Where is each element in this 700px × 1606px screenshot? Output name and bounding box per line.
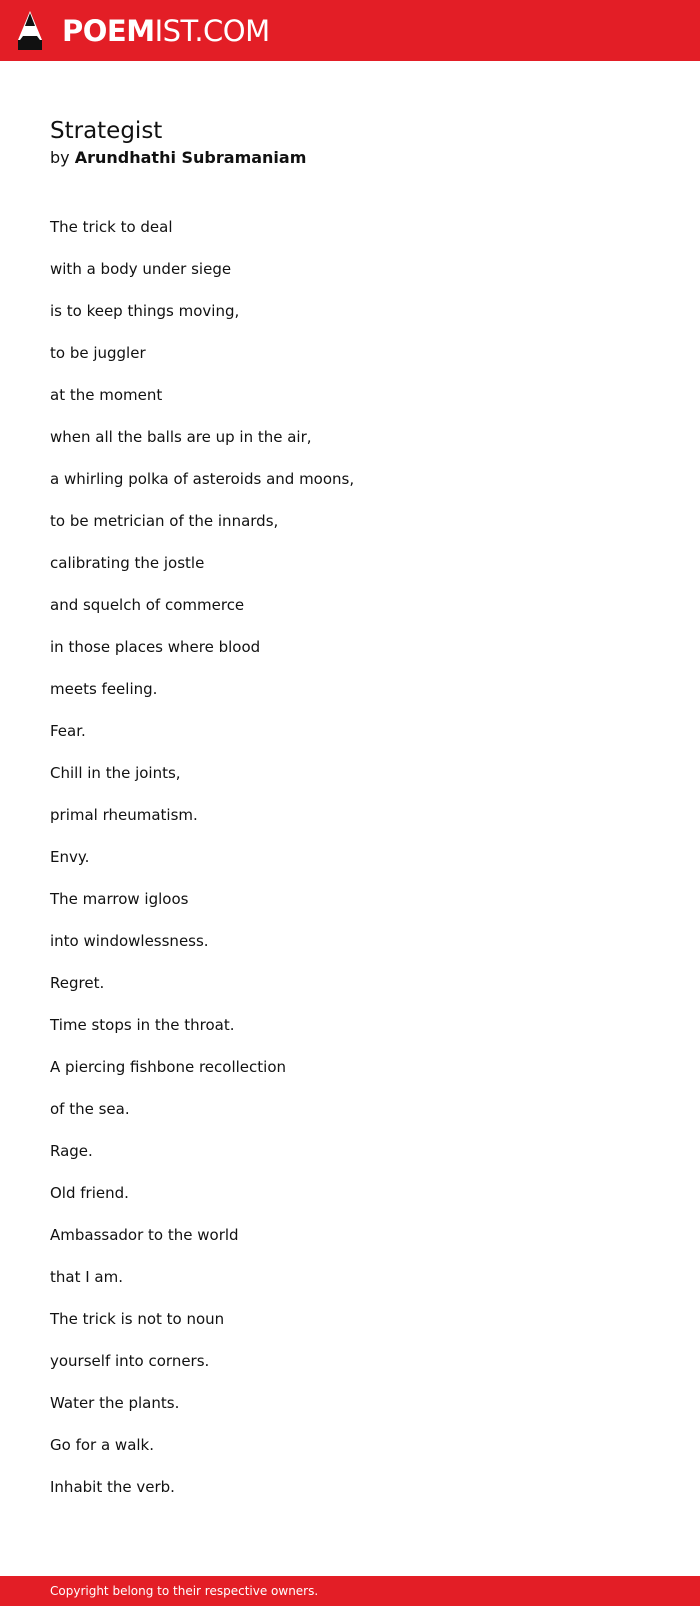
poem-line: yourself into corners. [50, 1352, 210, 1370]
poem-line: A piercing fishbone recollection [50, 1058, 287, 1076]
poem-line: Go for a walk. [50, 1436, 155, 1454]
poem-line: of the sea. [50, 1100, 130, 1118]
poem-line: Water the plants. [50, 1394, 180, 1412]
poem-title: Strategist [50, 118, 163, 144]
poem-line: with a body under siege [50, 260, 232, 278]
poem-line: primal rheumatism. [50, 806, 198, 824]
poem-line: when all the balls are up in the air, [50, 428, 312, 446]
site-header [0, 0, 700, 61]
poem-line: Inhabit the verb. [50, 1478, 175, 1496]
poem-line: into windowlessness. [50, 932, 209, 950]
poem-line: Regret. [50, 974, 105, 992]
poem-line: Chill in the joints, [50, 764, 181, 782]
logo-text-light: IST.COM [154, 14, 270, 48]
site-logo-link[interactable] [17, 9, 270, 53]
byline-prefix: by [50, 148, 70, 167]
poem-line: in those places where blood [50, 638, 261, 656]
poem-line: calibrating the jostle [50, 554, 205, 572]
copyright-notice: Copyright belong to their respective owners. [50, 1584, 319, 1598]
poem-line: Time stops in the throat. [50, 1016, 235, 1034]
poem-line: meets feeling. [50, 680, 158, 698]
poem-line: Ambassador to the world [50, 1226, 239, 1244]
site-footer [0, 1576, 700, 1606]
poem-line: a whirling polka of asteroids and moons, [50, 470, 355, 488]
poem-line: The marrow igloos [50, 890, 189, 908]
poem-line: The trick to deal [50, 218, 173, 236]
poem-line: is to keep things moving, [50, 302, 240, 320]
poem-line: that I am. [50, 1268, 123, 1286]
pencil-tip-icon [17, 10, 43, 52]
poem-line: and squelch of commerce [50, 596, 245, 614]
poem-line: Old friend. [50, 1184, 129, 1202]
poem-line: to be metrician of the innards, [50, 512, 279, 530]
poem-byline [50, 147, 306, 169]
poem-line: The trick is not to noun [50, 1310, 225, 1328]
poem-line: at the moment [50, 386, 163, 404]
poem-line: Fear. [50, 722, 86, 740]
poem-body [50, 217, 354, 1519]
logo-wordmark [62, 9, 270, 53]
logo-text-bold: POEM [62, 14, 155, 48]
poem-line: Rage. [50, 1142, 93, 1160]
author-link[interactable]: Arundhathi Subramaniam [74, 148, 307, 167]
poem-line: Envy. [50, 848, 90, 866]
poem-line: to be juggler [50, 344, 146, 362]
